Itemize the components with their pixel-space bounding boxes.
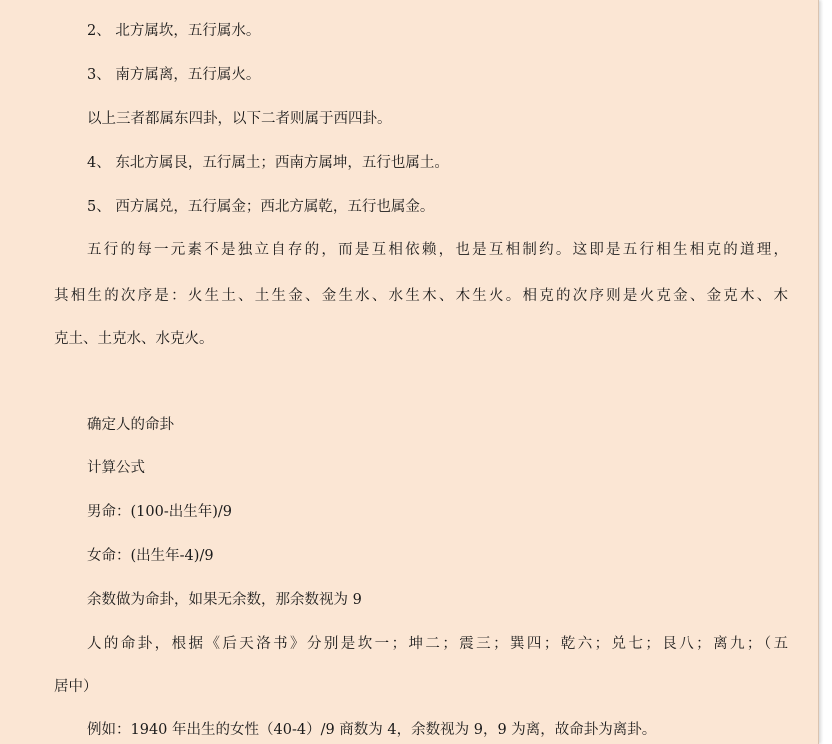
- paragraph-example: 例如：1940 年出生的女性（40-4）/9 商数为 4，余数视为 9，9 为离，故命卦为离卦。: [87, 722, 657, 738]
- paragraph-five-elements-line-3: 克土、土克水、水克火。: [54, 331, 214, 347]
- paragraph-luoshu-line-2: 居中）: [54, 679, 98, 695]
- list-item-west-northwest: 5、 西方属兑，五行属金；西北方属乾，五行也属金。: [87, 199, 435, 215]
- paragraph-five-elements-line-1: 五行的每一元素不是独立自存的，而是互相依赖，也是互相制约。这即是五行相生相克的道理，: [87, 242, 788, 258]
- formula-male: 男命：(100-出生年)/9: [87, 504, 232, 520]
- paragraph-five-elements-line-2: 其相生的次序是：火生土、土生金、金生水、水生木、木生火。相克的次序则是火克金、金克木、木: [54, 288, 788, 304]
- paragraph-luoshu-line-1: 人的命卦，根据《后天洛书》分别是坎一；坤二；震三；巽四；乾六；兑七；艮八；离九；（五: [87, 636, 788, 652]
- list-item-south: 3、 南方属离，五行属火。: [87, 67, 261, 83]
- formula-remainder-note: 余数做为命卦，如果无余数，那余数视为 9: [87, 592, 362, 608]
- formula-heading: 计算公式: [87, 460, 145, 476]
- paragraph-east-west-groups: 以上三者都属东四卦，以下二者则属于西四卦。: [87, 111, 392, 127]
- list-item-north: 2、 北方属坎，五行属水。: [87, 23, 261, 39]
- formula-female: 女命：(出生年-4)/9: [87, 548, 214, 564]
- section-heading-life-gua: 确定人的命卦: [87, 417, 174, 433]
- list-item-northeast-southwest: 4、 东北方属艮，五行属土；西南方属坤，五行也属土。: [87, 155, 449, 171]
